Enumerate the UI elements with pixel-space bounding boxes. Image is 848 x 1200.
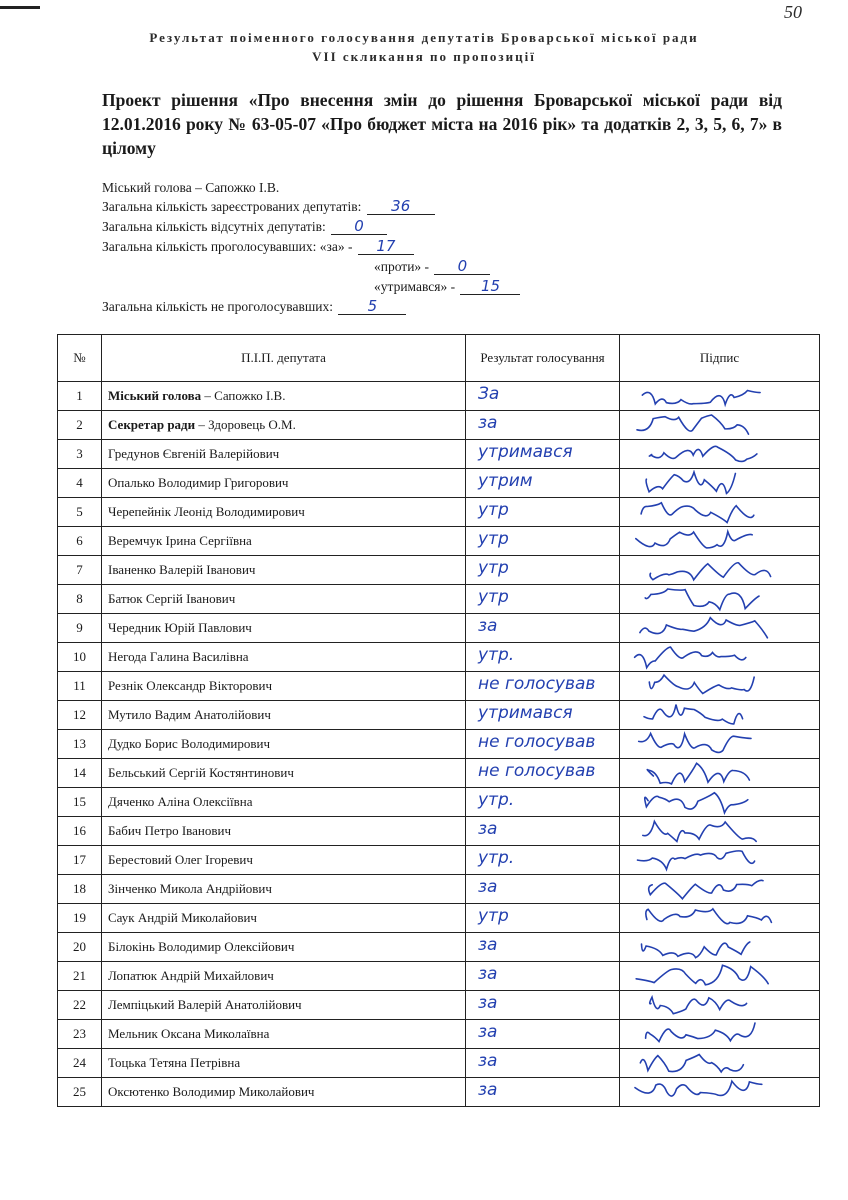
signature-scribble-icon bbox=[628, 383, 808, 409]
row-number: 5 bbox=[58, 498, 102, 527]
row-number: 25 bbox=[58, 1078, 102, 1107]
project-title: Проект рішення «Про внесення змін до рішення Броварської міської ради від 12.01.2016 року № 63-05-07 «Про бюджет міста на 2016 рік» та додатків 2, 3, 5, 6, 7» в цілому bbox=[102, 90, 782, 158]
vote-result-cell bbox=[466, 788, 620, 817]
signature-scribble-icon bbox=[628, 702, 808, 728]
signature-scribble-icon bbox=[628, 847, 808, 873]
row-number: 10 bbox=[58, 643, 102, 672]
row-number: 14 bbox=[58, 759, 102, 788]
not-voted-label: Загальна кількість не проголосувавших: bbox=[102, 299, 333, 314]
deputy-name: Саук Андрій Миколайович bbox=[108, 910, 257, 925]
deputy-name: Берестовий Олег Ігоревич bbox=[108, 852, 253, 867]
vote-result: за bbox=[478, 935, 498, 955]
signature-cell bbox=[620, 440, 820, 469]
signature-scribble-icon bbox=[628, 992, 808, 1018]
signature-cell bbox=[620, 933, 820, 962]
vote-result-cell bbox=[466, 1020, 620, 1049]
deputy-name-cell bbox=[102, 411, 466, 440]
vote-result: за bbox=[478, 993, 498, 1013]
deputy-name: Дудко Борис Володимирович bbox=[108, 736, 271, 751]
signature-cell bbox=[620, 1020, 820, 1049]
signature-scribble-icon bbox=[628, 905, 808, 931]
vote-result-cell bbox=[466, 585, 620, 614]
signature-scribble-icon bbox=[628, 557, 808, 583]
signature-scribble-icon bbox=[628, 441, 808, 467]
against-label: «проти» - bbox=[374, 259, 430, 274]
deputy-name-cell bbox=[102, 991, 466, 1020]
table-row bbox=[58, 788, 820, 817]
not-voted-blank bbox=[338, 298, 406, 315]
row-number: 12 bbox=[58, 701, 102, 730]
deputy-name: Резнік Олександр Вікторович bbox=[108, 678, 272, 693]
vote-result: утрим bbox=[478, 471, 533, 491]
vote-result-cell bbox=[466, 411, 620, 440]
corner-mark bbox=[0, 6, 40, 9]
signature-scribble-icon bbox=[628, 673, 808, 699]
abstain-blank bbox=[460, 278, 520, 295]
registered-label: Загальна кількість зареєстрованих депутатів: bbox=[102, 199, 362, 214]
signature-cell bbox=[620, 527, 820, 556]
not-voted-value: 5 bbox=[367, 297, 378, 315]
table-row bbox=[58, 730, 820, 759]
vote-result-cell bbox=[466, 962, 620, 991]
absent-blank bbox=[331, 218, 387, 235]
signature-cell bbox=[620, 614, 820, 643]
vote-result: утр. bbox=[478, 790, 515, 810]
table-row bbox=[58, 643, 820, 672]
abstain-label: «утримався» - bbox=[374, 279, 456, 294]
vote-result: за bbox=[478, 1022, 498, 1042]
not-voted-line bbox=[102, 298, 406, 315]
deputy-role: Міський голова bbox=[108, 388, 202, 403]
vote-result-cell bbox=[466, 759, 620, 788]
signature-cell bbox=[620, 846, 820, 875]
deputy-name-cell bbox=[102, 933, 466, 962]
deputy-role: Секретар ради bbox=[108, 417, 196, 432]
vote-result: не голосував bbox=[478, 674, 596, 694]
vote-result: утр bbox=[478, 529, 509, 549]
signature-cell bbox=[620, 788, 820, 817]
table-row bbox=[58, 991, 820, 1020]
signature-scribble-icon bbox=[628, 1079, 808, 1105]
signature-cell bbox=[620, 585, 820, 614]
deputy-name: Іваненко Валерій Іванович bbox=[108, 562, 256, 577]
heading-line-2: VII скликання по пропозиції bbox=[312, 49, 536, 64]
row-number: 2 bbox=[58, 411, 102, 440]
table-row bbox=[58, 904, 820, 933]
vote-result-cell bbox=[466, 875, 620, 904]
abstain-value: 15 bbox=[480, 277, 501, 295]
deputy-name-cell bbox=[102, 701, 466, 730]
vote-result-cell bbox=[466, 643, 620, 672]
table-header-row bbox=[58, 335, 820, 382]
deputy-name: – Сапожко І.В. bbox=[201, 388, 286, 403]
vote-result-cell bbox=[466, 556, 620, 585]
against-blank bbox=[434, 258, 490, 275]
abstain-line bbox=[374, 278, 520, 295]
table-row bbox=[58, 382, 820, 411]
heading-line-1: Результат поіменного голосування депутатів Броварської міської ради bbox=[149, 30, 699, 45]
signature-cell bbox=[620, 382, 820, 411]
row-number: 15 bbox=[58, 788, 102, 817]
signature-scribble-icon bbox=[628, 586, 808, 612]
vote-result-cell bbox=[466, 672, 620, 701]
signature-cell bbox=[620, 556, 820, 585]
voted-label: Загальна кількість проголосувавших: bbox=[102, 239, 317, 254]
signature-cell bbox=[620, 643, 820, 672]
table-row bbox=[58, 672, 820, 701]
row-number: 13 bbox=[58, 730, 102, 759]
vote-result: утр bbox=[478, 906, 509, 926]
table-row bbox=[58, 585, 820, 614]
deputy-name: Гредунов Євгеній Валерійович bbox=[108, 446, 280, 461]
mayor-line: Міський голова – Сапожко І.В. bbox=[102, 180, 280, 195]
deputy-name: Черепейнік Леонід Володимирович bbox=[108, 504, 305, 519]
table-row bbox=[58, 846, 820, 875]
deputy-name-cell bbox=[102, 585, 466, 614]
vote-result-cell bbox=[466, 846, 620, 875]
vote-result: За bbox=[478, 384, 500, 404]
signature-scribble-icon bbox=[628, 615, 808, 641]
row-number: 4 bbox=[58, 469, 102, 498]
vote-result-cell bbox=[466, 469, 620, 498]
vote-result-cell bbox=[466, 933, 620, 962]
deputy-name: Зінченко Микола Андрійович bbox=[108, 881, 272, 896]
page-number: 50 bbox=[784, 2, 802, 22]
absent-line bbox=[102, 218, 387, 235]
vote-result: утр bbox=[478, 587, 509, 607]
absent-label: Загальна кількість відсутніх депутатів: bbox=[102, 219, 326, 234]
deputy-name: Мельник Оксана Миколаївна bbox=[108, 1026, 270, 1041]
deputy-name-cell bbox=[102, 788, 466, 817]
signature-cell bbox=[620, 1049, 820, 1078]
voted-line bbox=[102, 238, 414, 255]
signature-scribble-icon bbox=[628, 528, 808, 554]
table-row bbox=[58, 701, 820, 730]
table-row bbox=[58, 1049, 820, 1078]
row-number: 17 bbox=[58, 846, 102, 875]
deputy-name: Бабич Петро Іванович bbox=[108, 823, 231, 838]
registered-blank bbox=[367, 198, 435, 215]
col-result-header: Результат голосування bbox=[466, 335, 620, 382]
vote-result-cell bbox=[466, 527, 620, 556]
deputy-name-cell bbox=[102, 382, 466, 411]
row-number: 1 bbox=[58, 382, 102, 411]
deputy-name: Лемпіцький Валерій Анатолійович bbox=[108, 997, 302, 1012]
vote-result: утр bbox=[478, 558, 509, 578]
vote-result: за bbox=[478, 819, 498, 839]
deputy-name-cell bbox=[102, 440, 466, 469]
vote-result: утр bbox=[478, 500, 509, 520]
deputy-name-cell bbox=[102, 875, 466, 904]
vote-table bbox=[57, 334, 820, 1107]
table-row bbox=[58, 1078, 820, 1107]
row-number: 18 bbox=[58, 875, 102, 904]
signature-cell bbox=[620, 411, 820, 440]
deputy-name-cell bbox=[102, 614, 466, 643]
signature-scribble-icon bbox=[628, 789, 808, 815]
vote-result-cell bbox=[466, 817, 620, 846]
against-value: 0 bbox=[457, 257, 468, 275]
vote-result-cell bbox=[466, 1078, 620, 1107]
deputy-name-cell bbox=[102, 469, 466, 498]
signature-scribble-icon bbox=[628, 934, 808, 960]
vote-result-cell bbox=[466, 701, 620, 730]
vote-result: за bbox=[478, 616, 498, 636]
vote-result-cell bbox=[466, 498, 620, 527]
col-name-header: П.І.П. депутата bbox=[102, 335, 466, 382]
deputy-name-cell bbox=[102, 846, 466, 875]
signature-cell bbox=[620, 1078, 820, 1107]
deputy-name-cell bbox=[102, 672, 466, 701]
row-number: 7 bbox=[58, 556, 102, 585]
row-number: 8 bbox=[58, 585, 102, 614]
vote-result: утр. bbox=[478, 848, 515, 868]
signature-scribble-icon bbox=[628, 644, 808, 670]
signature-scribble-icon bbox=[628, 731, 808, 757]
deputy-name: Оксютенко Володимир Миколайович bbox=[108, 1084, 315, 1099]
table-row bbox=[58, 933, 820, 962]
vote-result: за bbox=[478, 1051, 498, 1071]
deputy-name: Негода Галина Василівна bbox=[108, 649, 249, 664]
vote-result: за bbox=[478, 877, 498, 897]
table-row bbox=[58, 759, 820, 788]
signature-scribble-icon bbox=[628, 760, 808, 786]
table-row bbox=[58, 469, 820, 498]
vote-result-cell bbox=[466, 991, 620, 1020]
vote-result-cell bbox=[466, 904, 620, 933]
deputy-name: Дяченко Аліна Олексіївна bbox=[108, 794, 253, 809]
signature-cell bbox=[620, 672, 820, 701]
deputy-name-cell bbox=[102, 1020, 466, 1049]
signature-cell bbox=[620, 498, 820, 527]
signature-cell bbox=[620, 875, 820, 904]
row-number: 6 bbox=[58, 527, 102, 556]
deputy-name: Тоцька Тетяна Петрівна bbox=[108, 1055, 241, 1070]
deputy-name: Опалько Володимир Григорович bbox=[108, 475, 289, 490]
signature-cell bbox=[620, 904, 820, 933]
table-row bbox=[58, 962, 820, 991]
table-row bbox=[58, 875, 820, 904]
table-row bbox=[58, 1020, 820, 1049]
deputy-name-cell bbox=[102, 759, 466, 788]
table-row bbox=[58, 411, 820, 440]
vote-result: за bbox=[478, 964, 498, 984]
deputy-name: Чередник Юрій Павлович bbox=[108, 620, 252, 635]
row-number: 16 bbox=[58, 817, 102, 846]
row-number: 24 bbox=[58, 1049, 102, 1078]
for-value: 17 bbox=[376, 237, 396, 255]
table-row bbox=[58, 527, 820, 556]
for-blank bbox=[358, 238, 414, 255]
deputy-name: Мутило Вадим Анатолійович bbox=[108, 707, 271, 722]
vote-result: за bbox=[478, 413, 498, 433]
table-row bbox=[58, 440, 820, 469]
signature-scribble-icon bbox=[628, 412, 808, 438]
table-row bbox=[58, 817, 820, 846]
signature-scribble-icon bbox=[628, 818, 808, 844]
signature-cell bbox=[620, 730, 820, 759]
deputy-name-cell bbox=[102, 527, 466, 556]
deputy-name-cell bbox=[102, 904, 466, 933]
registered-value: 36 bbox=[391, 197, 411, 215]
absent-value: 0 bbox=[354, 217, 364, 235]
vote-result-cell bbox=[466, 614, 620, 643]
table-row bbox=[58, 614, 820, 643]
vote-result: утр. bbox=[478, 645, 515, 665]
deputy-name-cell bbox=[102, 643, 466, 672]
signature-cell bbox=[620, 962, 820, 991]
deputy-name-cell bbox=[102, 1049, 466, 1078]
vote-rows bbox=[58, 382, 820, 1107]
signature-scribble-icon bbox=[628, 1021, 808, 1047]
signature-cell bbox=[620, 991, 820, 1020]
deputy-name-cell bbox=[102, 498, 466, 527]
signature-cell bbox=[620, 817, 820, 846]
col-sign-header: Підпис bbox=[620, 335, 820, 382]
row-number: 11 bbox=[58, 672, 102, 701]
deputy-name: Лопатюк Андрій Михайлович bbox=[108, 968, 274, 983]
signature-scribble-icon bbox=[628, 963, 808, 989]
signature-scribble-icon bbox=[628, 470, 808, 496]
vote-result: утримався bbox=[478, 442, 573, 462]
deputy-name-cell bbox=[102, 817, 466, 846]
for-label: «за» - bbox=[319, 239, 353, 254]
row-number: 20 bbox=[58, 933, 102, 962]
deputy-name-cell bbox=[102, 730, 466, 759]
deputy-name-cell bbox=[102, 962, 466, 991]
vote-result: не голосував bbox=[478, 732, 596, 752]
deputy-name: Батюк Сергій Іванович bbox=[108, 591, 236, 606]
row-number: 22 bbox=[58, 991, 102, 1020]
table-row bbox=[58, 556, 820, 585]
deputy-name-cell bbox=[102, 556, 466, 585]
signature-scribble-icon bbox=[628, 1050, 808, 1076]
row-number: 3 bbox=[58, 440, 102, 469]
vote-result-cell bbox=[466, 730, 620, 759]
signature-cell bbox=[620, 469, 820, 498]
vote-result-cell bbox=[466, 1049, 620, 1078]
deputy-name: Бельський Сергій Костянтинович bbox=[108, 765, 294, 780]
deputy-name: Білокінь Володимир Олексійович bbox=[108, 939, 295, 954]
signature-cell bbox=[620, 701, 820, 730]
deputy-name: Веремчук Ірина Сергіївна bbox=[108, 533, 252, 548]
row-number: 9 bbox=[58, 614, 102, 643]
col-number-header: № bbox=[58, 335, 102, 382]
row-number: 21 bbox=[58, 962, 102, 991]
deputy-name: – Здоровець О.М. bbox=[195, 417, 296, 432]
row-number: 19 bbox=[58, 904, 102, 933]
vote-result: за bbox=[478, 1080, 498, 1100]
against-line bbox=[374, 258, 490, 275]
signature-scribble-icon bbox=[628, 876, 808, 902]
deputy-name-cell bbox=[102, 1078, 466, 1107]
registered-line bbox=[102, 198, 435, 215]
signature-cell bbox=[620, 759, 820, 788]
vote-result-cell bbox=[466, 440, 620, 469]
signature-scribble-icon bbox=[628, 499, 808, 525]
vote-result: не голосував bbox=[478, 761, 596, 781]
vote-result: утримався bbox=[478, 703, 573, 723]
vote-result-cell bbox=[466, 382, 620, 411]
table-row bbox=[58, 498, 820, 527]
row-number: 23 bbox=[58, 1020, 102, 1049]
